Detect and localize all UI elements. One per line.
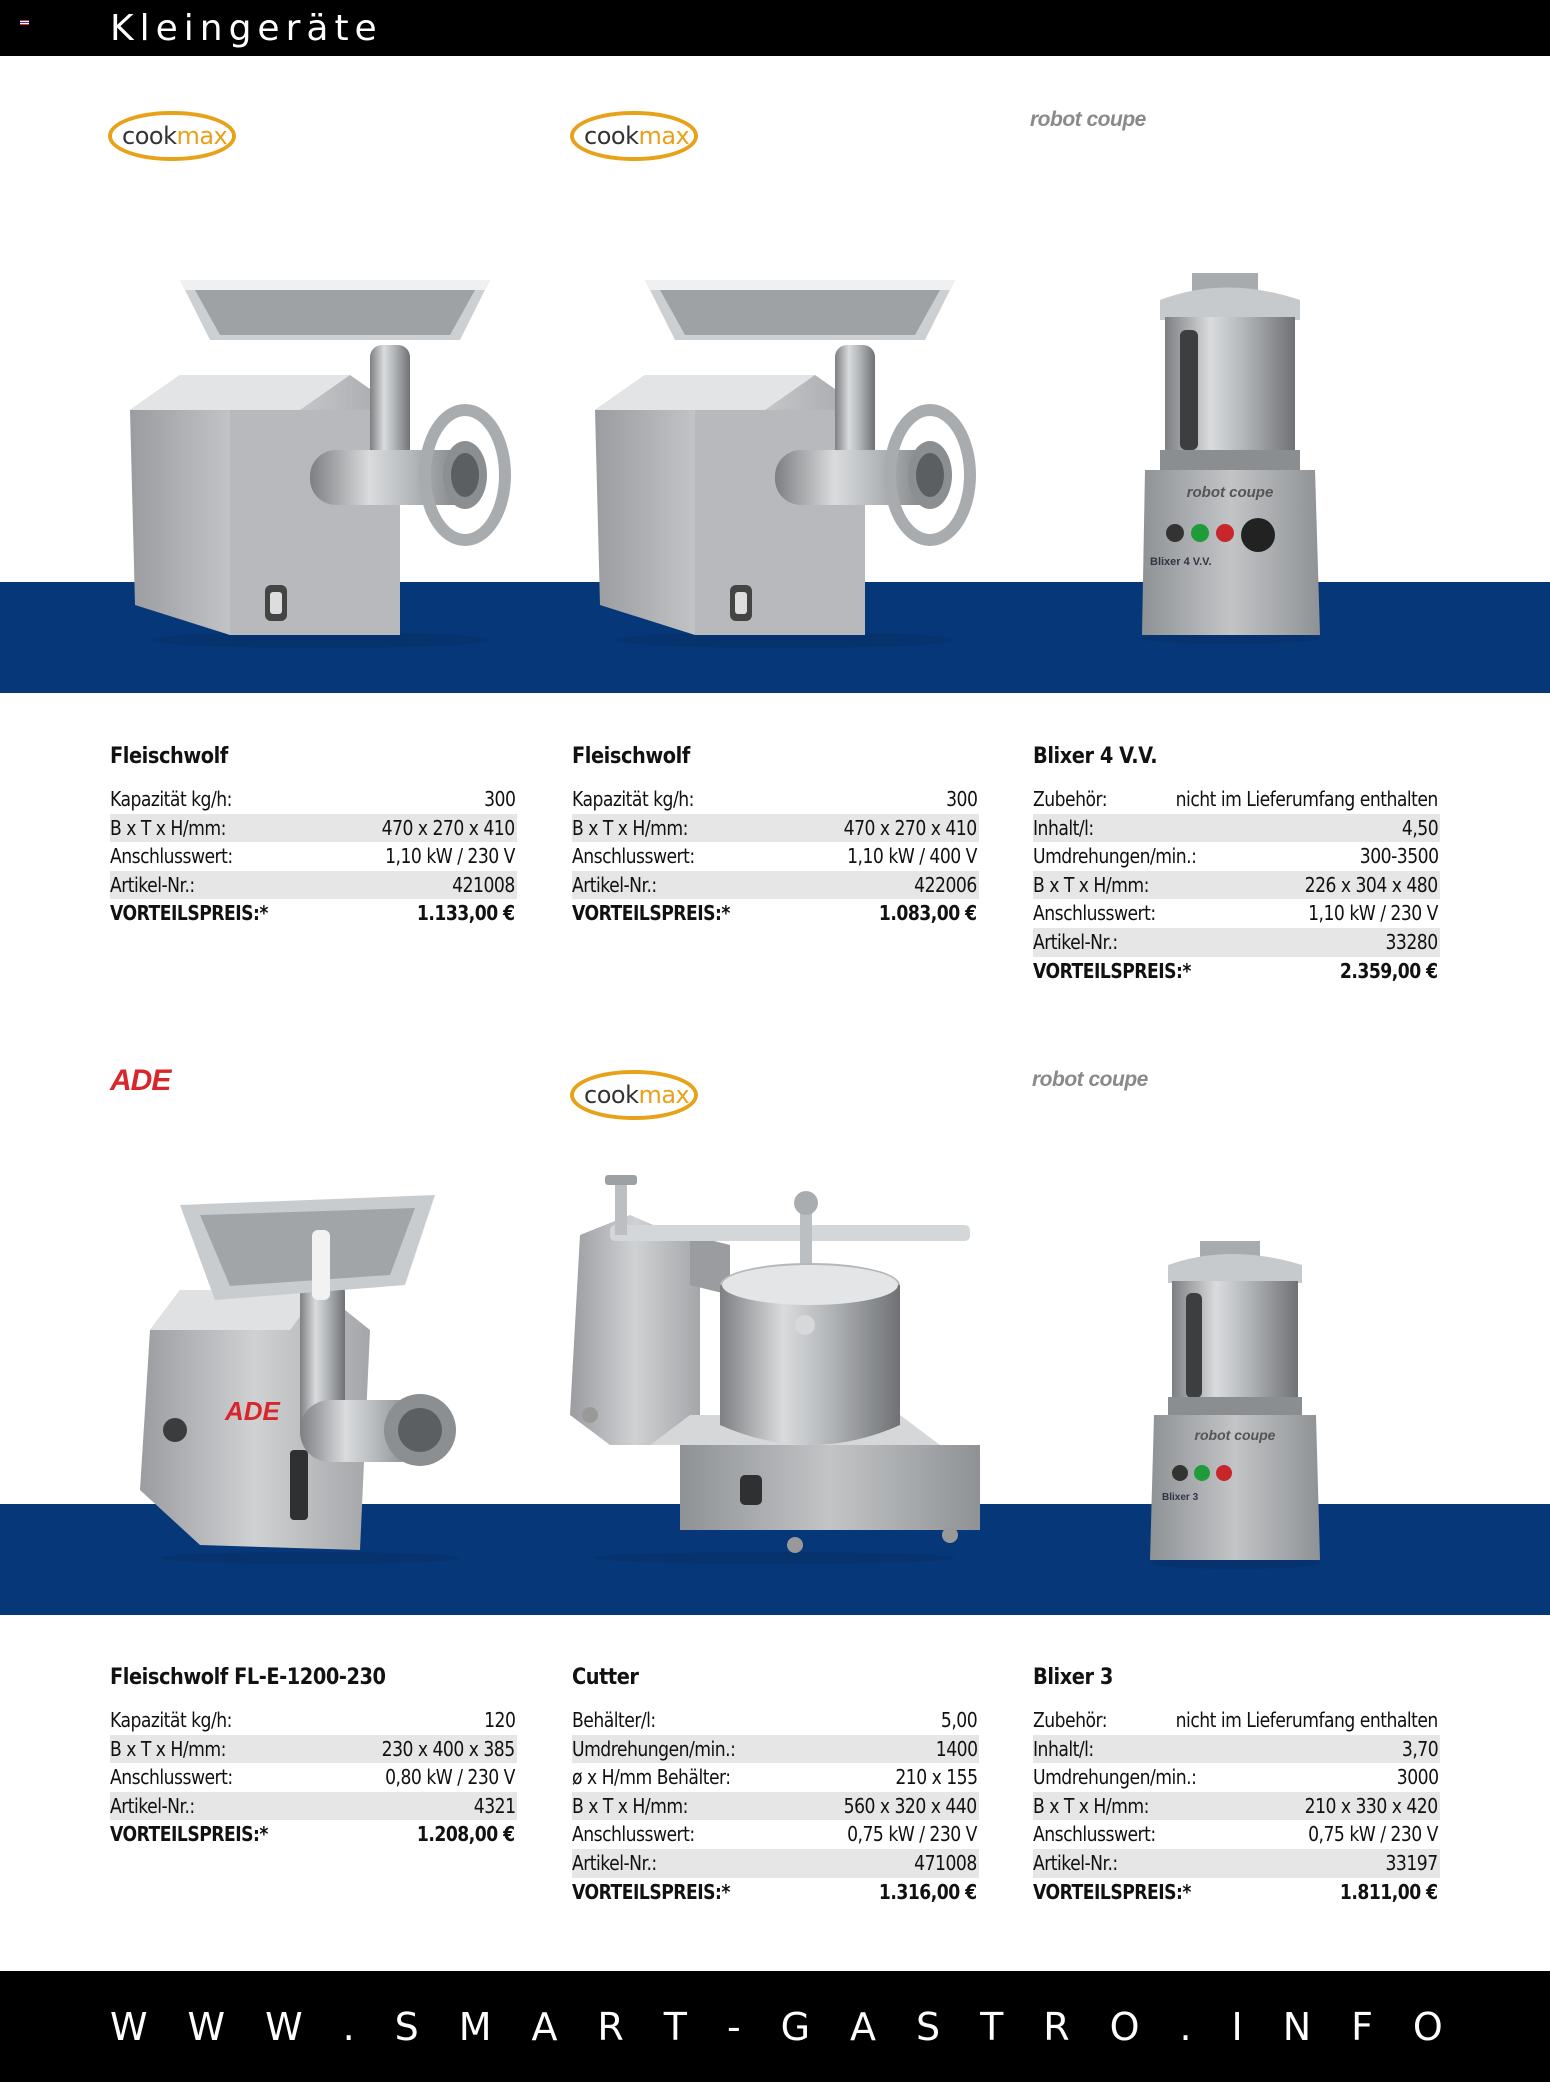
blixer-3-image [1140, 1235, 1330, 1570]
product-name: Fleischwolf FL-E-1200-230 [110, 1665, 386, 1690]
spec-label: B x T x H/mm: [110, 815, 226, 840]
spec-value: 226 x 304 x 480 [1305, 872, 1438, 897]
spec-label: Zubehör: [1033, 1708, 1108, 1732]
spec-label: VORTEILSPREIS:* [110, 901, 268, 926]
spec-row [572, 1763, 979, 1792]
url-letter: W [187, 2004, 226, 2049]
url-letter: R [1043, 2004, 1070, 2049]
flag-icon [20, 20, 29, 25]
product-spec [1033, 1665, 1440, 1906]
spec-label: VORTEILSPREIS:* [1033, 958, 1191, 983]
spec-label: Inhalt/l: [1033, 815, 1094, 840]
spec-label: Kapazität kg/h: [110, 787, 232, 811]
robot-coupe-logo: robot coupe [1032, 1068, 1148, 1091]
spec-value: 210 x 155 [894, 1765, 977, 1790]
url-letter: M [458, 2004, 492, 2049]
spec-value: 1.811,00 € [1340, 1879, 1438, 1904]
spec-value: 471008 [914, 1850, 977, 1875]
blixer-4-image [1130, 265, 1330, 645]
url-letter: A [850, 2004, 877, 2049]
spec-row [110, 1706, 517, 1735]
spec-row [1033, 899, 1440, 928]
url-letter: I [1231, 2004, 1243, 2049]
page-header [0, 0, 1550, 56]
spec-label: VORTEILSPREIS:* [572, 901, 730, 926]
url-letter: R [597, 2004, 624, 2049]
spec-row [1033, 928, 1440, 957]
spec-row [1033, 1820, 1440, 1849]
spec-value: 300 [945, 787, 977, 811]
meat-grinder-image [585, 260, 985, 650]
product-name: Cutter [572, 1665, 639, 1690]
url-letter: F [1351, 2004, 1373, 2049]
spec-value: 560 x 320 x 440 [844, 1793, 977, 1818]
spec-label: Anschlusswert: [110, 844, 233, 869]
spec-value: 0,80 kW / 230 V [385, 1765, 515, 1790]
url-letter: - [726, 2004, 741, 2049]
spec-row [1033, 1706, 1440, 1735]
spec-row [1033, 814, 1440, 843]
spec-value: 5,00 [940, 1708, 977, 1732]
spec-label: VORTEILSPREIS:* [572, 1879, 730, 1904]
cookmax-logo: cookmax [570, 1067, 700, 1123]
spec-row [1033, 1735, 1440, 1764]
spec-label: Anschlusswert: [572, 1822, 695, 1847]
spec-label: Anschlusswert: [110, 1765, 233, 1790]
product-spec [1033, 744, 1440, 985]
spec-row [572, 842, 979, 871]
svg-text:ADE: ADE [225, 1396, 280, 1426]
spec-row [572, 1706, 979, 1735]
svg-text:robot coupe: robot coupe [1194, 1427, 1276, 1443]
spec-label: B x T x H/mm: [110, 1736, 226, 1761]
website-url[interactable] [0, 1971, 1550, 2082]
url-letter: W [265, 2004, 303, 2049]
meat-grinder-image [120, 260, 520, 650]
spec-label: ø x H/mm Behälter: [572, 1765, 731, 1790]
spec-row [110, 814, 517, 843]
ade-logo: ADE [110, 1064, 171, 1097]
url-letter: W [110, 2004, 148, 2049]
spec-label: B x T x H/mm: [1033, 872, 1149, 897]
spec-value: 421008 [452, 872, 515, 897]
spec-value: 0,75 kW / 230 V [1308, 1822, 1438, 1847]
spec-value: 1.316,00 € [879, 1879, 977, 1904]
spec-value: 1.133,00 € [417, 901, 515, 926]
ade-meat-grinder-image [140, 1190, 480, 1565]
url-letter: O [1412, 2004, 1443, 2049]
price-row [572, 1878, 979, 1907]
spec-table [572, 785, 979, 928]
spec-row [572, 871, 979, 900]
spec-row [1033, 1792, 1440, 1821]
product-spec [110, 1665, 517, 1849]
spec-label: Inhalt/l: [1033, 1736, 1094, 1761]
spec-label: Artikel-Nr.: [572, 872, 657, 897]
cookmax-logo: cookmax [108, 108, 238, 164]
price-row [572, 899, 979, 928]
product-spec [572, 744, 979, 928]
spec-label: Artikel-Nr.: [1033, 1850, 1118, 1875]
spec-value: 3000 [1396, 1765, 1438, 1790]
price-row [110, 899, 517, 928]
spec-label: VORTEILSPREIS:* [1033, 1879, 1191, 1904]
product-name: Fleischwolf [110, 744, 228, 769]
spec-label: Anschlusswert: [1033, 1822, 1156, 1847]
spec-value: 1400 [935, 1736, 977, 1761]
page-title: Kleingeräte [110, 8, 383, 49]
robot-coupe-logo: robot coupe [1030, 108, 1146, 131]
spec-row [110, 1763, 517, 1792]
spec-row [572, 1792, 979, 1821]
spec-value: 300-3500 [1359, 844, 1438, 869]
spec-label: Umdrehungen/min.: [1033, 1765, 1197, 1790]
spec-value: 470 x 270 x 410 [844, 815, 977, 840]
svg-text:robot coupe: robot coupe [1186, 484, 1274, 501]
spec-value: nicht im Lieferumfang enthalten [1175, 1708, 1438, 1732]
spec-value: 1,10 kW / 400 V [847, 844, 977, 869]
cookmax-logo: cookmax [570, 108, 700, 164]
spec-label: Artikel-Nr.: [110, 1793, 195, 1818]
spec-table [110, 1706, 517, 1849]
spec-table [1033, 1706, 1440, 1906]
spec-value: 210 x 330 x 420 [1305, 1793, 1438, 1818]
svg-text:Blixer 3: Blixer 3 [1162, 1492, 1199, 1503]
spec-label: Anschlusswert: [1033, 901, 1156, 926]
product-name: Fleischwolf [572, 744, 690, 769]
spec-label: Anschlusswert: [572, 844, 695, 869]
url-letter: S [394, 2004, 419, 2049]
url-letter: N [1282, 2004, 1312, 2049]
spec-row [572, 1820, 979, 1849]
spec-value: 230 x 400 x 385 [382, 1736, 515, 1761]
spec-label: Behälter/l: [572, 1708, 656, 1732]
spec-row [1033, 842, 1440, 871]
product-name: Blixer 3 [1033, 1665, 1113, 1690]
url-letter: . [1179, 2004, 1192, 2049]
url-letter: O [1109, 2004, 1140, 2049]
product-name: Blixer 4 V.V. [1033, 744, 1158, 769]
spec-label: Kapazität kg/h: [572, 787, 694, 811]
spec-value: 300 [483, 787, 515, 811]
url-letter: S [915, 2004, 941, 2049]
spec-value: 1.083,00 € [879, 901, 977, 926]
spec-table [572, 1706, 979, 1906]
spec-table [1033, 785, 1440, 985]
spec-value: 1.208,00 € [417, 1822, 515, 1847]
spec-row [1033, 785, 1440, 814]
spec-row [1033, 871, 1440, 900]
spec-label: Zubehör: [1033, 787, 1108, 811]
spec-row [110, 842, 517, 871]
spec-value: 4321 [473, 1793, 515, 1818]
spec-row [110, 1735, 517, 1764]
spec-label: Umdrehungen/min.: [572, 1736, 736, 1761]
spec-table [110, 785, 517, 928]
page-footer [0, 1971, 1550, 2082]
spec-row [1033, 1849, 1440, 1878]
spec-row [110, 1792, 517, 1821]
spec-value: 0,75 kW / 230 V [847, 1822, 977, 1847]
spec-value: 470 x 270 x 410 [382, 815, 515, 840]
url-letter: A [531, 2004, 558, 2049]
spec-value: 2.359,00 € [1340, 958, 1438, 983]
price-row [1033, 957, 1440, 986]
spec-value: 33280 [1385, 929, 1438, 954]
spec-row [572, 785, 979, 814]
cutter-image [570, 1175, 980, 1565]
spec-label: B x T x H/mm: [1033, 1793, 1149, 1818]
svg-text:Blixer 4 V.V.: Blixer 4 V.V. [1150, 556, 1212, 568]
spec-value: 4,50 [1401, 815, 1438, 840]
spec-value: 120 [483, 1708, 515, 1732]
url-letter: T [980, 2004, 1004, 2049]
spec-row [1033, 1763, 1440, 1792]
spec-value: 422006 [914, 872, 977, 897]
url-letter: . [342, 2004, 355, 2049]
spec-label: B x T x H/mm: [572, 1793, 688, 1818]
price-row [110, 1820, 517, 1849]
spec-label: B x T x H/mm: [572, 815, 688, 840]
spec-label: Umdrehungen/min.: [1033, 844, 1197, 869]
product-spec [572, 1665, 979, 1906]
spec-row [572, 814, 979, 843]
url-letter: G [780, 2004, 811, 2049]
spec-value: 1,10 kW / 230 V [385, 844, 515, 869]
price-row [1033, 1878, 1440, 1907]
spec-label: VORTEILSPREIS:* [110, 1822, 268, 1847]
spec-label: Artikel-Nr.: [572, 1850, 657, 1875]
product-spec [110, 744, 517, 928]
spec-row [110, 785, 517, 814]
spec-value: 3,70 [1401, 1736, 1438, 1761]
spec-row [572, 1735, 979, 1764]
spec-value: 1,10 kW / 230 V [1308, 901, 1438, 926]
spec-label: Artikel-Nr.: [110, 872, 195, 897]
spec-value: 33197 [1385, 1850, 1438, 1875]
spec-value: nicht im Lieferumfang enthalten [1175, 787, 1438, 811]
spec-row [572, 1849, 979, 1878]
spec-label: Artikel-Nr.: [1033, 929, 1118, 954]
spec-row [110, 871, 517, 900]
spec-label: Kapazität kg/h: [110, 1708, 232, 1732]
url-letter: T [663, 2004, 687, 2049]
